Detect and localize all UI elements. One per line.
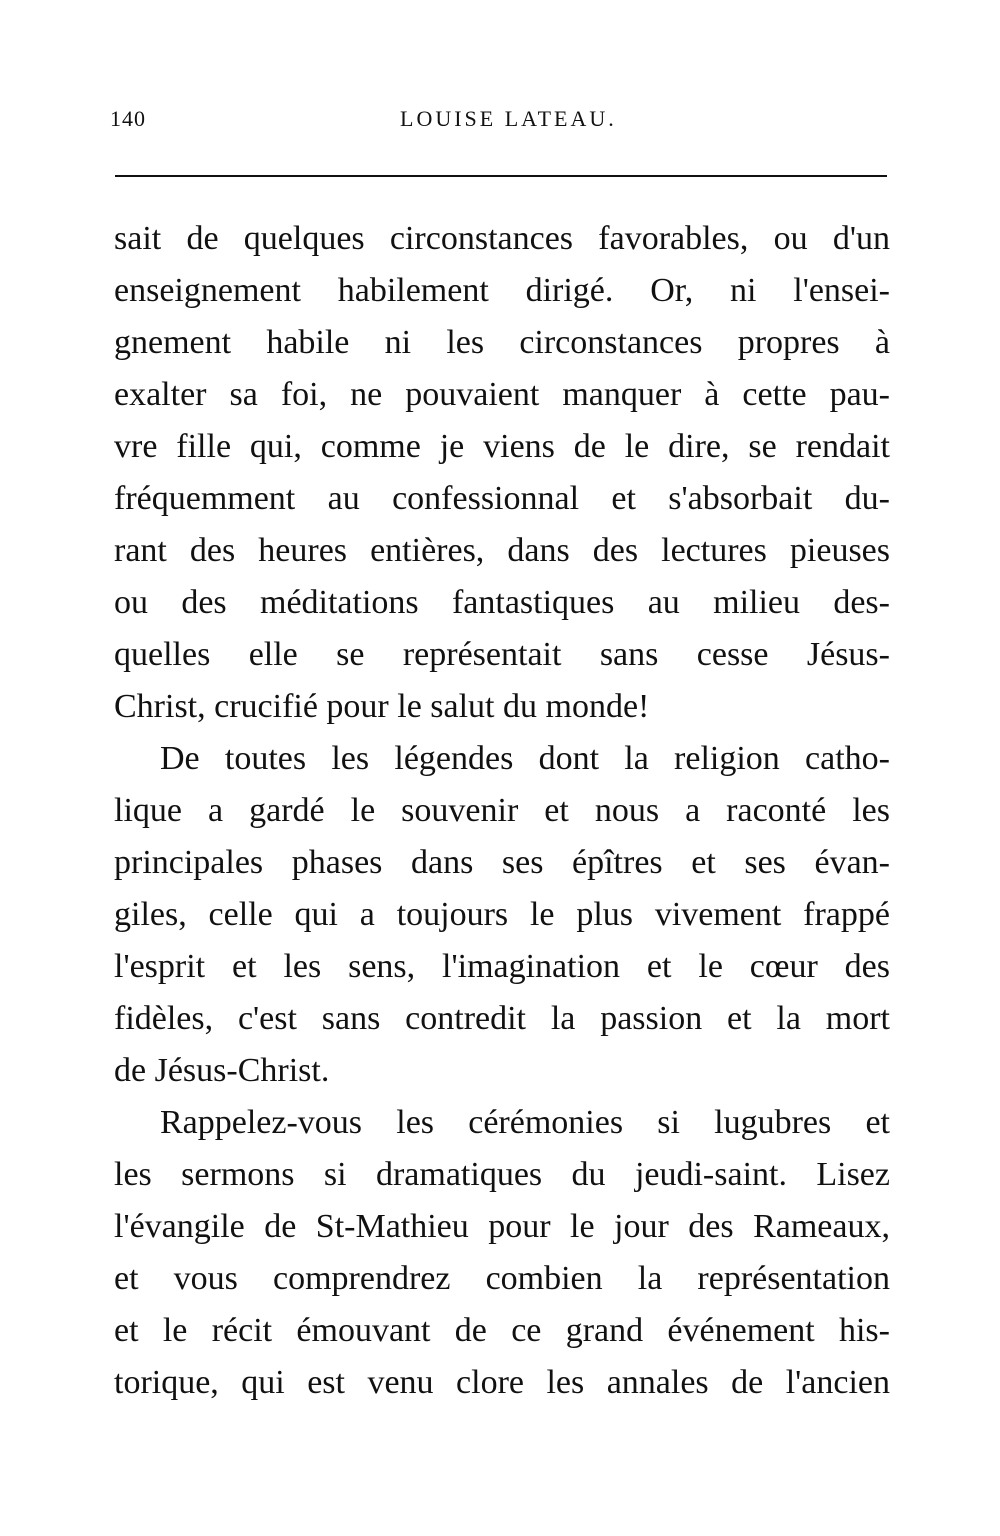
header-rule — [115, 175, 887, 177]
text-line: et vous comprendrez combien la représentation — [114, 1260, 890, 1297]
text-line: giles, celle qui a toujours le plus vivement frappé — [114, 896, 890, 933]
running-head — [110, 106, 890, 146]
text-line: fidèles, c'est sans contredit la passion et la mort — [114, 1000, 890, 1037]
text-line: quelles elle se représentait sans cesse Jésus- — [114, 636, 890, 673]
running-title: LOUISE LATEAU. — [400, 106, 617, 131]
text-line: sait de quelques circonstances favorables, ou d'un — [114, 220, 890, 257]
text-line: l'esprit et les sens, l'imagination et le cœur des — [114, 948, 890, 985]
paragraph-first-line: Rappelez-vous les cérémonies si lugubres et — [160, 1104, 890, 1141]
text-line: ou des méditations fantastiques au milieu des- — [114, 584, 890, 621]
text-line: exalter sa foi, ne pouvaient manquer à cette pau- — [114, 376, 890, 413]
text-line: rant des heures entières, dans des lectures pieuses — [114, 532, 890, 569]
text-line: enseignement habilement dirigé. Or, ni l'ensei- — [114, 272, 890, 309]
text-line: de Jésus-Christ. — [114, 1052, 330, 1089]
text-line: torique, qui est venu clore les annales de l'ancien — [114, 1364, 890, 1401]
text-line: les sermons si dramatiques du jeudi-saint. Lisez — [114, 1156, 890, 1193]
text-line: vre fille qui, comme je viens de le dire, se rendait — [114, 428, 890, 465]
text-line: et le récit émouvant de ce grand événement his- — [114, 1312, 890, 1349]
text-line: fréquemment au confessionnal et s'absorbait du- — [114, 480, 890, 517]
page-number: 140 — [110, 106, 146, 131]
text-line: l'évangile de St-Mathieu pour le jour des Rameaux, — [114, 1208, 890, 1245]
text-line: principales phases dans ses épîtres et ses évan- — [114, 844, 890, 881]
paragraph-first-line: De toutes les légendes dont la religion catho- — [160, 740, 890, 777]
text-line: Christ, crucifié pour le salut du monde! — [114, 688, 650, 725]
text-line: gnement habile ni les circonstances propres à — [114, 324, 890, 361]
text-line: lique a gardé le souvenir et nous a raconté les — [114, 792, 890, 829]
